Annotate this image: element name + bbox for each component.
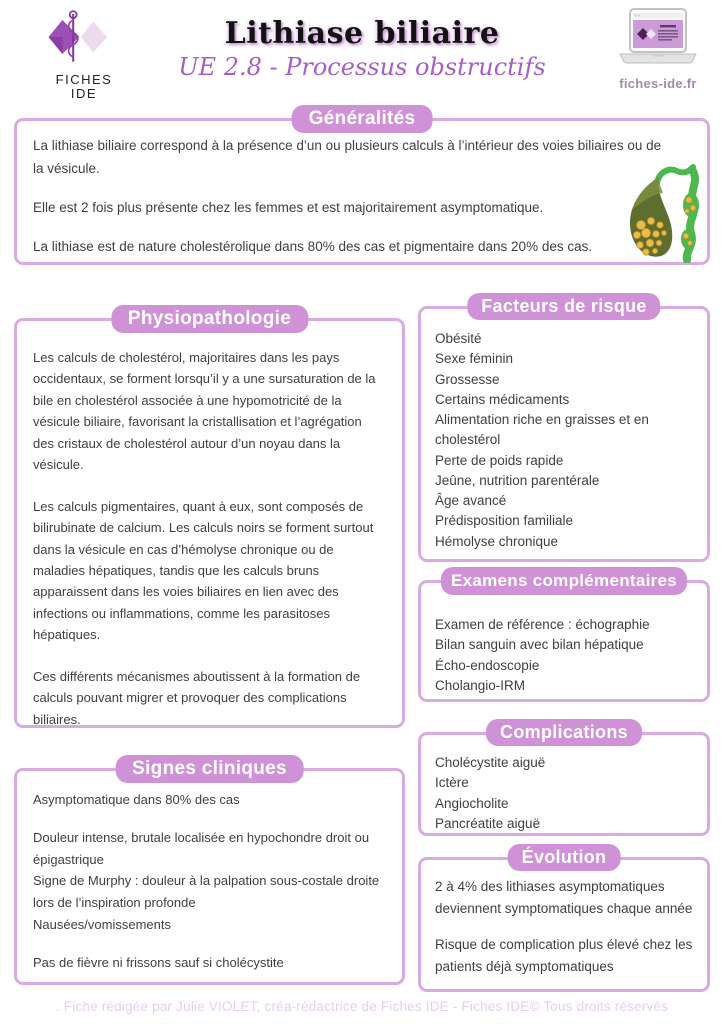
facteur-item: Prédisposition familiale (435, 513, 574, 529)
signes-intro: Asymptomatique dans 80% des cas (33, 792, 240, 807)
section-generalites (14, 108, 710, 265)
generalites-paragraph: La lithiase est de nature cholestérolique dans 80% des cas et pigmentaire dans 20% des cas. (33, 238, 593, 254)
complication-item: Cholécystite aiguë (435, 755, 546, 770)
caduceus-icon (47, 8, 121, 66)
website-url: fiches-ide.fr (619, 76, 697, 91)
facteur-item: Certains médicaments (435, 391, 570, 407)
laptop-preview (606, 8, 710, 91)
physiopathologie-paragraph: Les calculs de cholestérol, majoritaires dans les pays occidentaux, se forment lorsqu’il y a une sursaturation de la bile en cholestérol associée à une hypomotricité de la vésicule biliaire, favorisant la cristallisation et l’agrégation des cristaux de cholestérol autour d’un noyau dans la vésicule. (33, 350, 376, 473)
facteur-item: Âge avancé (435, 493, 507, 508)
header-titles (120, 16, 604, 81)
facteur-item: Alimentation riche en graisses et en cholestérol (435, 412, 649, 448)
examen-item: Écho-endoscopie (435, 657, 540, 673)
examen-item: Bilan sanguin avec bilan hépatique (435, 637, 644, 653)
laptop-icon (609, 8, 707, 68)
section-physiopathologie (14, 308, 405, 728)
section-evolution (418, 847, 710, 992)
signes-cliniques-heading: Signes cliniques (115, 755, 304, 783)
facteur-item: Grossesse (435, 371, 500, 387)
facteur-item: Sexe féminin (435, 351, 514, 367)
facteur-item: Obésité (435, 331, 482, 346)
page-subtitle: UE 2.8 - Processus obstructifs (178, 53, 546, 81)
brand-line1: FICHES (55, 72, 113, 87)
signes-symptom-line: Nausées/vomissements (33, 917, 171, 933)
gallbladder-illustration (623, 163, 701, 263)
physiopathologie-paragraph: Les calculs pigmentaires, quant à eux, sont composés de bilirubinate de calcium. Les calculs noirs se forment surtout dans la vésicule en cas d’hémolyse chronique ou de maladies hépatiques, tandis que les calculs bruns apparaissent dans les voies biliaires en lien avec des infections ou inflammations, comme les parasitoses hépatiques. (33, 498, 374, 643)
facteur-item: Jeûne, nutrition parentérale (435, 472, 600, 488)
physiopathologie-heading: Physiopathologie (111, 305, 308, 333)
section-facteurs-risque (418, 296, 710, 562)
section-examens-complementaires (418, 571, 710, 702)
examens-heading: Examens complémentaires (441, 567, 687, 595)
evolution-paragraph: Risque de complication plus élevé chez les patients déjà symptomatiques (435, 936, 693, 974)
facteur-item: Perte de poids rapide (435, 452, 564, 468)
footer-credit: . Fiche rédigée par Julie VIOLET, créa-rédactrice de Fiches IDE - Fiches IDE© Tous droits réservés (55, 999, 669, 1014)
generalites-paragraph: La lithiase biliaire correspond à la présence d’un ou plusieurs calculs à l’intérieur des voies biliaires ou de la vésicule. (33, 138, 662, 176)
examen-item: Examen de référence : échographie (435, 617, 650, 632)
evolution-heading: Évolution (508, 844, 621, 871)
generalites-paragraph: Elle est 2 fois plus présente chez les femmes et est majoritairement asymptomatique. (33, 199, 544, 215)
page-title: Lithiase biliaire (224, 16, 500, 51)
generalites-heading: Généralités (292, 105, 433, 133)
brand-line2: IDE (70, 86, 98, 102)
complications-heading: Complications (486, 719, 642, 746)
complication-item: Ictère (435, 775, 469, 791)
section-complications (418, 722, 710, 836)
fiches-ide-logo (34, 8, 134, 102)
complication-item: Angiocholite (435, 795, 509, 811)
signes-outro: Pas de fièvre ni frissons sauf si cholécystite (33, 954, 284, 970)
complication-item: Pancréatite aiguë (435, 815, 541, 831)
evolution-paragraph: 2 à 4% des lithiases asymptomatiques deviennent symptomatiques chaque année (435, 879, 693, 916)
facteurs-heading: Facteurs de risque (467, 293, 660, 320)
physiopathologie-paragraph: Ces différents mécanismes aboutissent à la formation de calculs pouvant migrer et provoquer des complications biliaires. (33, 668, 361, 727)
signes-symptom-line: Signe de Murphy : douleur à la palpation sous-costale droite lors de l’inspiration profonde (33, 873, 380, 911)
section-signes-cliniques (14, 758, 405, 985)
examen-item: Cholangio-IRM (435, 677, 526, 693)
facteur-item: Hémolyse chronique (435, 533, 559, 549)
signes-symptom-line: Douleur intense, brutale localisée en hypochondre droit ou épigastrique (33, 829, 370, 867)
